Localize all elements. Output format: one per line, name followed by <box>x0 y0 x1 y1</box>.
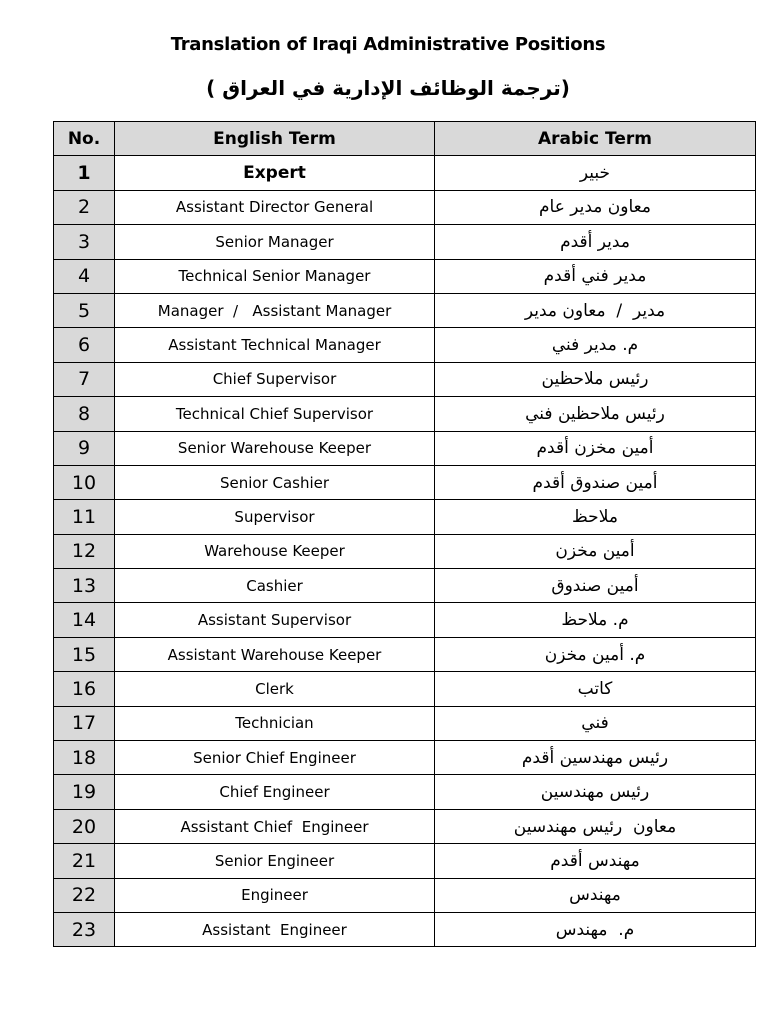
arabic-term-cell: مهندس <box>435 878 756 912</box>
row-number: 7 <box>54 362 115 396</box>
table-row <box>54 500 756 534</box>
arabic-term-cell: مدير أقدم <box>435 225 756 259</box>
english-term-cell: Chief Supervisor <box>115 362 435 396</box>
english-term-cell: Assistant Warehouse Keeper <box>115 637 435 671</box>
arabic-term-cell: أمين مخزن أقدم <box>435 431 756 465</box>
arabic-term-cell: أمين صندوق <box>435 569 756 603</box>
row-number: 23 <box>54 912 115 946</box>
table-row <box>54 362 756 396</box>
arabic-term-cell: م. مهندس <box>435 912 756 946</box>
english-term-cell: Senior Chief Engineer <box>115 741 435 775</box>
row-number: 15 <box>54 637 115 671</box>
table-row <box>54 912 756 946</box>
row-number: 4 <box>54 259 115 293</box>
row-number: 14 <box>54 603 115 637</box>
table-row <box>54 569 756 603</box>
row-number: 8 <box>54 397 115 431</box>
table-row <box>54 706 756 740</box>
row-number: 3 <box>54 225 115 259</box>
table-row <box>54 259 756 293</box>
header-no: No. <box>54 122 115 156</box>
arabic-term-cell: رئيس ملاحظين <box>435 362 756 396</box>
english-term-cell: Manager / Assistant Manager <box>115 293 435 327</box>
arabic-term-cell: ملاحظ <box>435 500 756 534</box>
arabic-term-cell: مدير / معاون مدير <box>435 293 756 327</box>
row-number: 13 <box>54 569 115 603</box>
row-number: 6 <box>54 328 115 362</box>
arabic-term-cell: م. ملاحظ <box>435 603 756 637</box>
english-term-cell: Senior Cashier <box>115 465 435 499</box>
english-term-cell: Expert <box>115 156 435 190</box>
english-term-cell: Technical Chief Supervisor <box>115 397 435 431</box>
english-term-cell: Assistant Technical Manager <box>115 328 435 362</box>
english-term-cell: Senior Engineer <box>115 844 435 878</box>
arabic-term-cell: فني <box>435 706 756 740</box>
header-english-term: English Term <box>115 122 435 156</box>
table-row <box>54 156 756 190</box>
table-row <box>54 293 756 327</box>
arabic-term-cell: رئيس مهندسين <box>435 775 756 809</box>
english-term-cell: Chief Engineer <box>115 775 435 809</box>
table-row <box>54 397 756 431</box>
english-term-cell: Assistant Director General <box>115 190 435 224</box>
english-term-cell: Engineer <box>115 878 435 912</box>
english-term-cell: Assistant Supervisor <box>115 603 435 637</box>
row-number: 21 <box>54 844 115 878</box>
table-row <box>54 328 756 362</box>
arabic-term-cell: م. مدير فني <box>435 328 756 362</box>
arabic-term-cell: أمين صندوق أقدم <box>435 465 756 499</box>
document-title: Translation of Iraqi Administrative Positions <box>170 34 606 55</box>
arabic-term-cell: أمين مخزن <box>435 534 756 568</box>
english-term-cell: Clerk <box>115 672 435 706</box>
row-number: 10 <box>54 465 115 499</box>
table-body <box>54 156 756 947</box>
arabic-term-cell: معاون رئيس مهندسين <box>435 809 756 843</box>
row-number: 12 <box>54 534 115 568</box>
row-number: 17 <box>54 706 115 740</box>
table-row <box>54 741 756 775</box>
header-arabic-term: Arabic Term <box>435 122 756 156</box>
arabic-term-cell: معاون مدير عام <box>435 190 756 224</box>
table-row <box>54 431 756 465</box>
table-row <box>54 534 756 568</box>
table-row <box>54 225 756 259</box>
positions-table <box>53 121 756 947</box>
row-number: 9 <box>54 431 115 465</box>
table-row <box>54 878 756 912</box>
arabic-term-cell: رئيس مهندسين أقدم <box>435 741 756 775</box>
row-number: 1 <box>54 156 115 190</box>
english-term-cell: Assistant Engineer <box>115 912 435 946</box>
english-term-cell: Assistant Chief Engineer <box>115 809 435 843</box>
arabic-term-cell: مدير فني أقدم <box>435 259 756 293</box>
row-number: 20 <box>54 809 115 843</box>
table-row <box>54 603 756 637</box>
row-number: 16 <box>54 672 115 706</box>
english-term-cell: Supervisor <box>115 500 435 534</box>
row-number: 22 <box>54 878 115 912</box>
row-number: 5 <box>54 293 115 327</box>
row-number: 11 <box>54 500 115 534</box>
row-number: 2 <box>54 190 115 224</box>
english-term-cell: Technician <box>115 706 435 740</box>
table-header-row <box>54 122 756 156</box>
english-term-cell: Cashier <box>115 569 435 603</box>
english-term-cell: Warehouse Keeper <box>115 534 435 568</box>
table-row <box>54 465 756 499</box>
arabic-term-cell: رئيس ملاحظين فني <box>435 397 756 431</box>
row-number: 18 <box>54 741 115 775</box>
english-term-cell: Technical Senior Manager <box>115 259 435 293</box>
arabic-term-cell: خبير <box>435 156 756 190</box>
arabic-term-cell: مهندس أقدم <box>435 844 756 878</box>
document-subtitle-arabic: (ترجمة الوظائف الإدارية في العراق ) <box>206 76 570 100</box>
table-row <box>54 190 756 224</box>
arabic-term-cell: كاتب <box>435 672 756 706</box>
table-row <box>54 809 756 843</box>
table-row <box>54 637 756 671</box>
table-row <box>54 844 756 878</box>
row-number: 19 <box>54 775 115 809</box>
english-term-cell: Senior Warehouse Keeper <box>115 431 435 465</box>
arabic-term-cell: م. أمين مخزن <box>435 637 756 671</box>
table-row <box>54 775 756 809</box>
english-term-cell: Senior Manager <box>115 225 435 259</box>
table-row <box>54 672 756 706</box>
